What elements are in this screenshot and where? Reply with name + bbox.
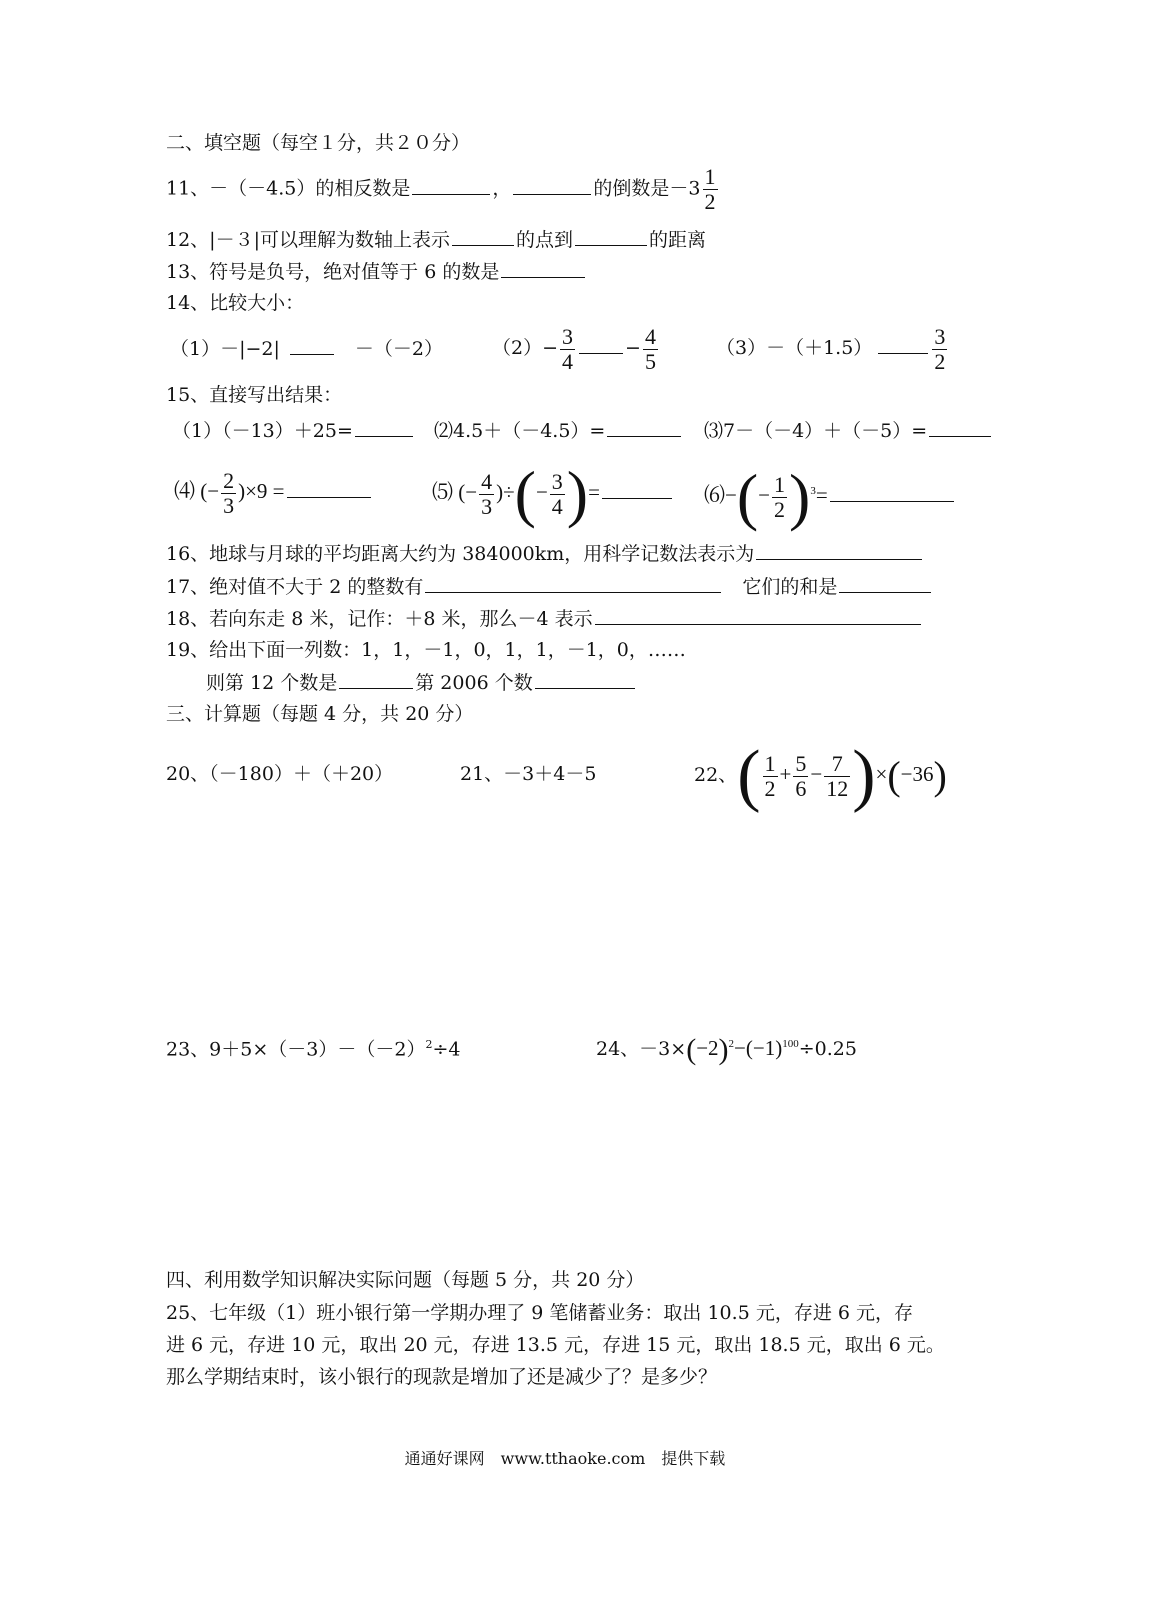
q15-blank-4[interactable] [287, 479, 371, 498]
question-23: 23、$9+5\times(-3)-(-2)^2\div 4$ [166, 1038, 461, 1061]
question-20: 20、（－180）＋（＋20） [166, 763, 394, 785]
q15-fraction-4: $\frac{2}{3}$ [223, 467, 235, 518]
q12-blank-1[interactable] [452, 227, 514, 246]
q11-text-a: 11、－（－4.5）的相反数是 [166, 177, 411, 200]
q14-part-1: （1）－|−2| －（－2） [170, 338, 444, 360]
q15-fraction-6: $\frac{1}{2}$ [774, 471, 785, 522]
q13-text: 13、符号是负号，绝对值等于 6 的数是 [166, 261, 500, 283]
q15-item-1: （1）（－13）＋25= [172, 418, 415, 443]
question-14-title: 14、比较大小： [166, 292, 305, 314]
q12-text-c: 的距离 [649, 229, 707, 251]
q14-fraction-1: $\frac{3}{4}$ [562, 323, 574, 374]
q19-blank-2[interactable] [535, 670, 635, 689]
question-25-line-2: 进 6 元，存进 10 元，取出 20 元，存进 13.5 元，存进 15 元，取出 18.5 元，取出 6 元。 [166, 1334, 945, 1356]
q17-blank-1[interactable] [425, 574, 721, 593]
q15-item-6: ⑹−(− $\frac{1}{2}$ )$^3$= [704, 462, 956, 529]
question-11 [166, 166, 720, 213]
q18-blank[interactable] [595, 606, 921, 625]
q19-blank-1[interactable] [339, 670, 413, 689]
q13-blank[interactable] [501, 259, 585, 278]
q15-fraction-5a: $\frac{4}{3}$ [481, 468, 493, 519]
q11-text-b: ， [492, 177, 512, 200]
q15-blank-3[interactable] [929, 418, 991, 437]
footer-credit: 通通好课网 www.tthaoke.com 提供下载 [404, 1449, 726, 1468]
q12-text-b: 的点到 [515, 229, 573, 251]
q15-blank-6[interactable] [830, 483, 954, 502]
q15-blank-1[interactable] [355, 418, 413, 437]
question-18: 18、若向东走 8 米，记作：＋8 米，那么－4 表示 [166, 606, 923, 631]
q12-text-a: 12、|－３|可以理解为数轴上表示 [166, 229, 450, 251]
q14-blank-3[interactable] [878, 335, 928, 354]
q16-blank[interactable] [756, 541, 922, 560]
q15-fraction-5b: $\frac{3}{4}$ [551, 468, 563, 519]
q15-blank-5[interactable] [602, 480, 672, 499]
q17-blank-2[interactable] [839, 574, 931, 593]
q22-fraction-1: $\frac{1}{2}$ [764, 750, 776, 801]
section-4-title: 四、利用数学知识解决实际问题（每题 5 分，共 20 分） [166, 1269, 645, 1291]
question-19-sub: 则第 12 个数是 第 2006 个数 [206, 670, 637, 695]
q11-fraction: $\frac{1}{2}$ [704, 164, 716, 214]
q11-blank-1[interactable] [412, 176, 490, 195]
section-3-title: 三、计算题（每题 4 分，共 20 分） [166, 703, 474, 725]
q14-blank-1[interactable] [290, 336, 334, 355]
question-19: 19、给出下面一列数：1，1，－1，0，1，1，－1，0，…… [166, 639, 686, 661]
q14-part-2: （2）− $\frac{3}{4}$ − $\frac{4}{5}$ [492, 323, 656, 374]
q15-item-3: ⑶7－（－4）＋（－5）= [704, 418, 993, 443]
section-2-title: 二、填空题（每空１分，共２０分） [166, 132, 471, 154]
q11-text-c: 的倒数是－3 [593, 177, 701, 200]
q12-blank-2[interactable] [575, 227, 647, 246]
q14-part-3: （3）－（＋1.5） $\frac{3}{2}$ [716, 323, 946, 374]
q14-blank-2[interactable] [579, 335, 623, 354]
q15-item-2: ⑵4.5＋（－4.5）= [434, 418, 683, 443]
question-15-title: 15、直接写出结果： [166, 384, 343, 406]
q15-blank-2[interactable] [607, 418, 681, 437]
question-17: 17、绝对值不大于 2 的整数有 它们的和是 [166, 574, 933, 599]
question-22: 22、( $\frac{1}{2}$ + $\frac{5}{6}$ − $\frac{7}{12}$ )×(−36) [694, 737, 947, 815]
q14-fraction-3: $\frac{3}{2}$ [934, 323, 946, 374]
q14-fraction-2: $\frac{4}{5}$ [644, 323, 656, 374]
question-25-line-3: 那么学期结束时，该小银行的现款是增加了还是减少了？是多少？ [166, 1366, 718, 1388]
question-12 [166, 227, 706, 252]
question-24: 24、$-3\times(-2)^2-(-1)^{100}\div 0.25$ [596, 1033, 857, 1067]
question-16: 16、地球与月球的平均距离大约为 384000km，用科学记数法表示为 [166, 541, 924, 566]
question-21: 21、－3＋4－5 [460, 763, 597, 785]
q22-fraction-3: $\frac{7}{12}$ [826, 750, 849, 801]
question-25-line-1: 25、七年级（1）班小银行第一学期办理了 9 笔储蓄业务：取出 10.5 元，存进 6 元，存 [166, 1302, 913, 1324]
question-13 [166, 259, 587, 284]
q22-fraction-2: $\frac{5}{6}$ [795, 750, 807, 801]
q15-item-5: ⑸ (− $\frac{4}{3}$ )÷(− $\frac{3}{4}$ )= [432, 462, 674, 526]
q15-item-4: ⑷ (− $\frac{2}{3}$ )×9 = [174, 462, 373, 520]
q11-blank-2[interactable] [513, 176, 591, 195]
